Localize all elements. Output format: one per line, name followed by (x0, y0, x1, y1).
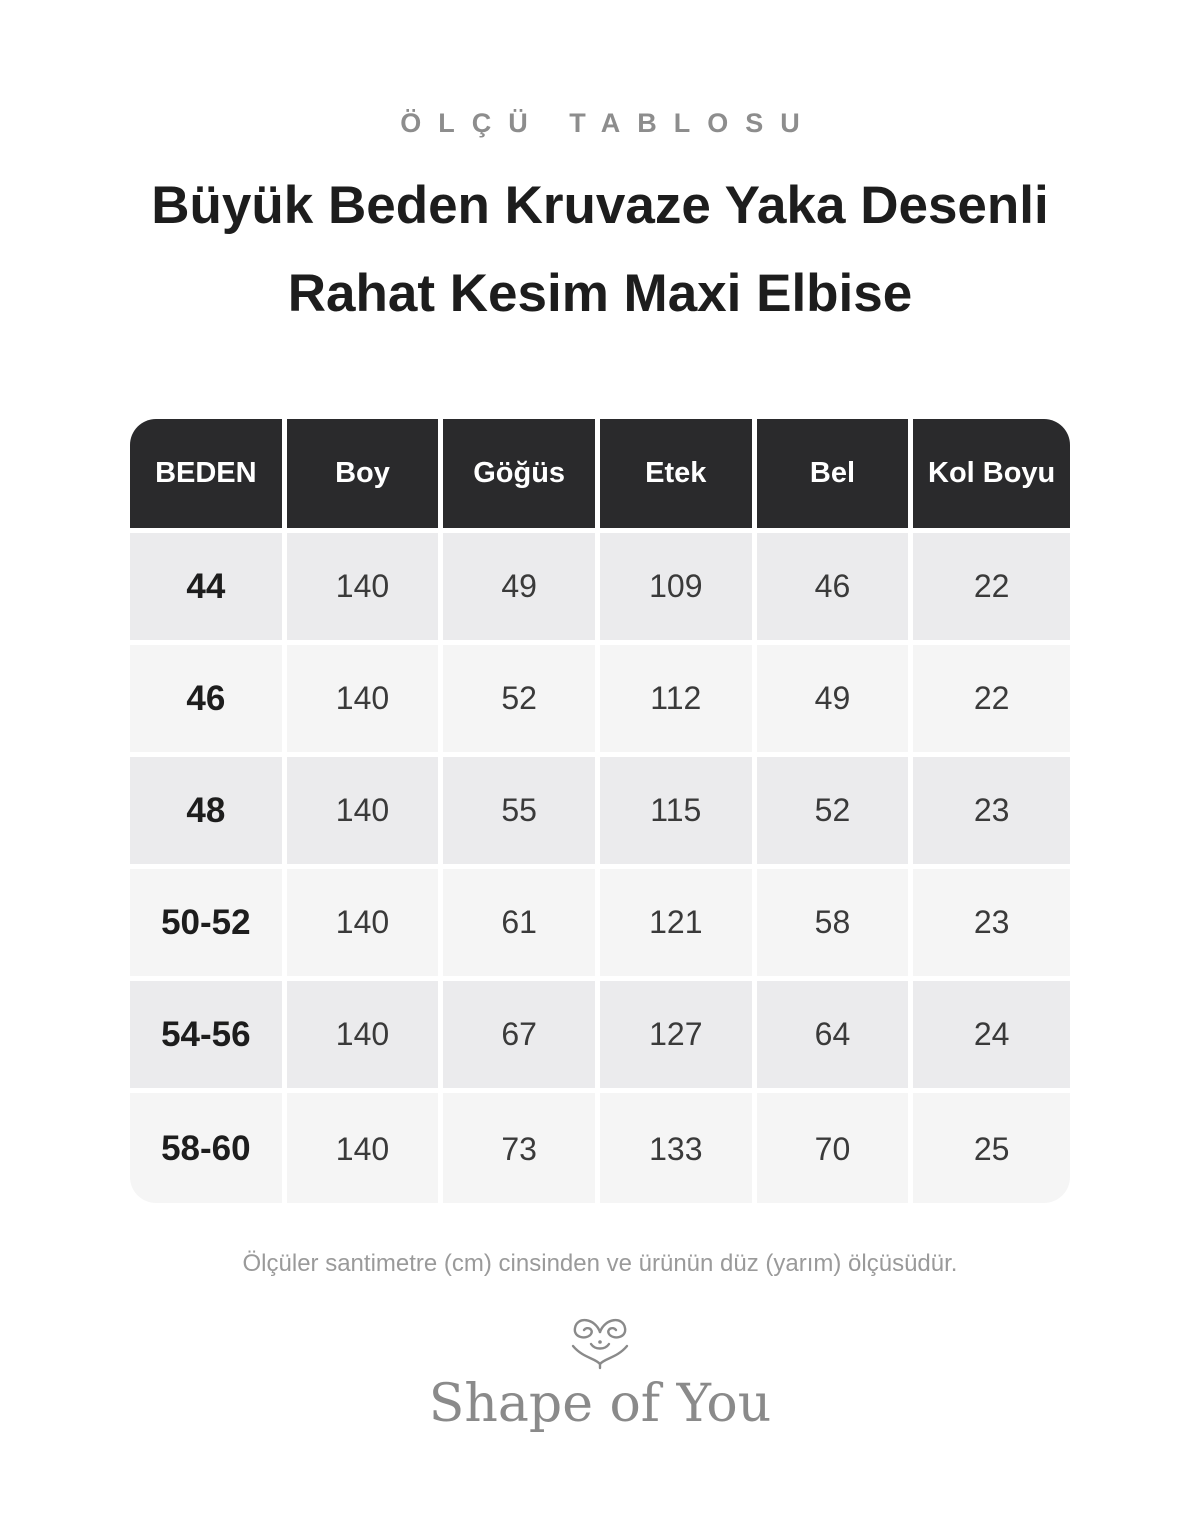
table-cell: 22 (913, 645, 1070, 757)
table-cell: 61 (443, 869, 600, 981)
column-header-etek: Etek (600, 419, 757, 533)
table-cell: 140 (287, 981, 444, 1093)
table-cell: 133 (600, 1093, 757, 1203)
size-chart-table (130, 419, 1070, 1203)
size-cell: 58-60 (130, 1093, 287, 1203)
table-cell: 70 (757, 1093, 914, 1203)
column-header-kol-boyu: Kol Boyu (913, 419, 1070, 533)
measurement-note: Ölçüler santimetre (cm) cinsinden ve ürünün düz (yarım) ölçüsüdür. (242, 1250, 958, 1277)
eyebrow-label: ÖLÇÜ TABLOSU (400, 108, 817, 138)
table-cell: 73 (443, 1093, 600, 1203)
table-row (130, 645, 1070, 757)
table-row (130, 869, 1070, 981)
table-cell: 64 (757, 981, 914, 1093)
table-row (130, 533, 1070, 645)
table-cell: 140 (287, 757, 444, 869)
table-cell: 52 (757, 757, 914, 869)
table-cell: 23 (913, 757, 1070, 869)
size-cell: 46 (130, 645, 287, 757)
table-cell: 140 (287, 1093, 444, 1203)
column-header-bel: Bel (757, 419, 914, 533)
table-cell: 140 (287, 533, 444, 645)
table-cell: 49 (757, 645, 914, 757)
title-line-1: Büyük Beden Kruvaze Yaka Desenli (151, 176, 1049, 235)
table-row (130, 1093, 1070, 1203)
page-title (100, 162, 1100, 338)
column-header-gogus: Göğüs (443, 419, 600, 533)
table-row (130, 981, 1070, 1093)
table-header-row (130, 419, 1070, 533)
table-row (130, 757, 1070, 869)
table-cell: 55 (443, 757, 600, 869)
title-line-2: Rahat Kesim Maxi Elbise (287, 264, 913, 323)
column-header-beden: BEDEN (130, 419, 287, 533)
table-cell: 24 (913, 981, 1070, 1093)
table-cell: 46 (757, 533, 914, 645)
table-cell: 121 (600, 869, 757, 981)
table-cell: 127 (600, 981, 757, 1093)
size-cell: 50-52 (130, 869, 287, 981)
table-cell: 115 (600, 757, 757, 869)
column-header-boy: Boy (287, 419, 444, 533)
size-cell: 44 (130, 533, 287, 645)
table-cell: 25 (913, 1093, 1070, 1203)
table-cell: 49 (443, 533, 600, 645)
heart-swirl-logo-icon (565, 1312, 635, 1370)
size-cell: 54-56 (130, 981, 287, 1093)
table-cell: 22 (913, 533, 1070, 645)
table-cell: 67 (443, 981, 600, 1093)
size-cell: 48 (130, 757, 287, 869)
table-cell: 112 (600, 645, 757, 757)
table-cell: 140 (287, 869, 444, 981)
table-cell: 109 (600, 533, 757, 645)
table-cell: 58 (757, 869, 914, 981)
table-cell: 140 (287, 645, 444, 757)
table-cell: 23 (913, 869, 1070, 981)
table-cell: 52 (443, 645, 600, 757)
brand-name: Shape of You (428, 1374, 772, 1434)
